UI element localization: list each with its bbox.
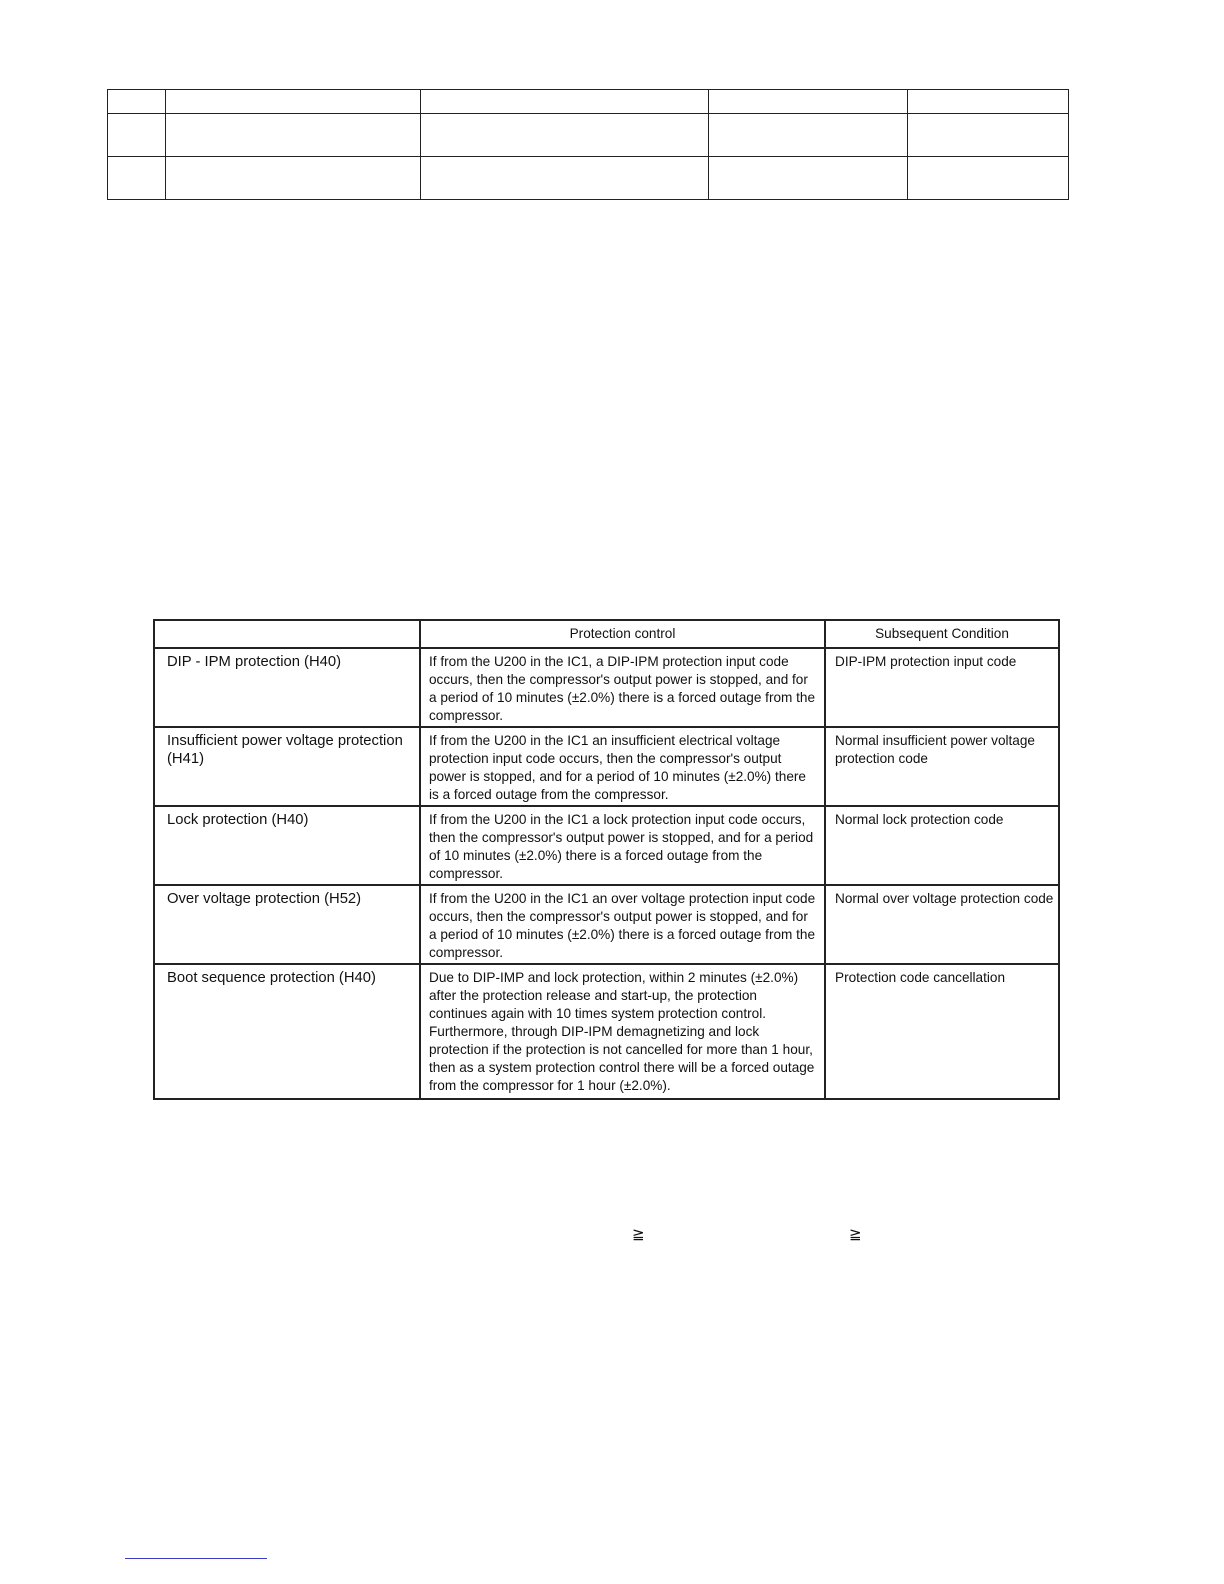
greater-equal-symbol: ≧ — [849, 1225, 862, 1243]
subsequent-condition: DIP-IPM protection input code — [825, 648, 1059, 727]
header-blank — [154, 620, 420, 648]
protection-control: If from the U200 in the IC1, a DIP-IPM protection input code occurs, then the compressor's output power is stopped, and for a period of 10 minutes (±2.0%) there is a forced outage from the compressor. — [420, 648, 825, 727]
footer-link-underline[interactable] — [125, 1558, 267, 1559]
table-row — [154, 648, 1059, 727]
protection-name: Lock protection (H40) — [154, 806, 420, 885]
table-row — [154, 806, 1059, 885]
header-subsequent-condition: Subsequent Condition — [825, 620, 1059, 648]
protection-name: Boot sequence protection (H40) — [154, 964, 420, 1099]
subsequent-condition: Normal insufficient power voltage protection code — [825, 727, 1059, 806]
protection-control: If from the U200 in the IC1 a lock protection input code occurs, then the compressor's output power is stopped, and for a period of 10 minutes (±2.0%) there is a forced outage from the compressor. — [420, 806, 825, 885]
subsequent-condition: Normal over voltage protection code — [825, 885, 1059, 964]
header-protection-control: Protection control — [420, 620, 825, 648]
protection-table — [153, 619, 1060, 1100]
protection-name: DIP - IPM protection (H40) — [154, 648, 420, 727]
subsequent-condition: Protection code cancellation — [825, 964, 1059, 1099]
table-row — [154, 727, 1059, 806]
table-row — [154, 885, 1059, 964]
protection-name: Insufficient power voltage protection (H41) — [154, 727, 420, 806]
subsequent-condition: Normal lock protection code — [825, 806, 1059, 885]
protection-control: Due to DIP-IMP and lock protection, within 2 minutes (±2.0%) after the protection release and start-up, the protection continues again with 10 times system protection control. Furthermore, through DIP-IPM demagnetizing and lock protection if the protection is not cancelled for more than 1 hour, then as a system protection control there will be a forced outage from the compressor for 1 hour (±2.0%). — [420, 964, 825, 1099]
greater-equal-symbol: ≧ — [632, 1225, 645, 1243]
table-row — [154, 964, 1059, 1099]
table-row — [108, 156, 1069, 199]
top-empty-table — [107, 89, 1069, 200]
table-row — [108, 114, 1069, 156]
protection-name: Over voltage protection (H52) — [154, 885, 420, 964]
table-header-row — [154, 620, 1059, 648]
table-row — [108, 90, 1069, 114]
protection-control: If from the U200 in the IC1 an over voltage protection input code occurs, then the compressor's output power is stopped, and for a period of 10 minutes (±2.0%) there is a forced outage from the compressor. — [420, 885, 825, 964]
protection-control: If from the U200 in the IC1 an insufficient electrical voltage protection input code occurs, then the compressor's output power is stopped, and for a period of 10 minutes (±2.0%) there is a forced outage from the compressor. — [420, 727, 825, 806]
